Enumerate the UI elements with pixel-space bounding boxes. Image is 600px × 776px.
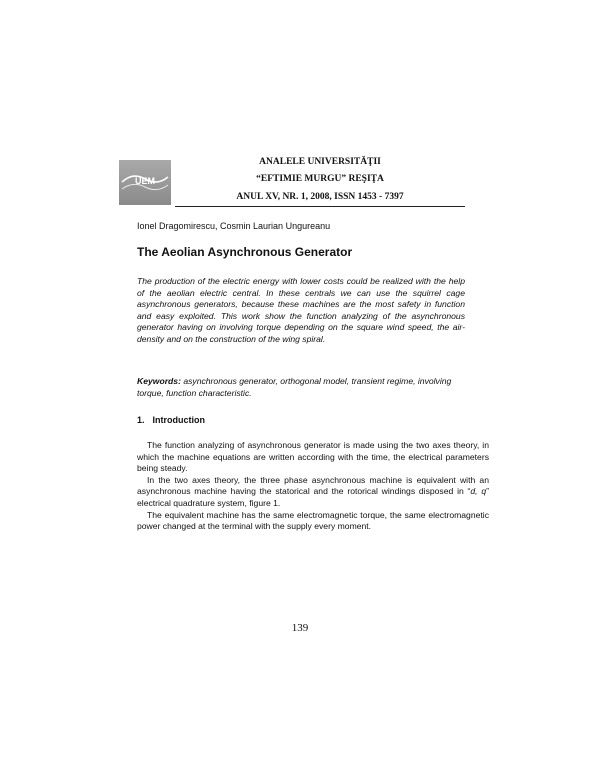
journal-university: “EFTIMIE MURGU” REŞIŢA [256, 174, 384, 184]
keywords-text: asynchronous generator, orthogonal model, transient regime, involving torque, function characteristic. [137, 376, 452, 398]
university-logo-icon [119, 160, 171, 205]
journal-issue: ANUL XV, NR. 1, 2008, ISSN 1453 - 7397 [236, 192, 404, 202]
section-title: Introduction [152, 415, 206, 425]
body-text [137, 440, 489, 533]
header-rule [175, 206, 465, 207]
paragraph: The function analyzing of asynchronous generator is made using the two axes theory, in which the machine equations are written according with the time, the electrical parameters being steady. [137, 440, 489, 474]
keywords-label: Keywords: [137, 376, 181, 386]
section-heading [137, 415, 205, 425]
page-number: 139 [291, 622, 309, 634]
logo-text: UEM [135, 176, 155, 186]
abstract: The production of the electric energy with lower costs could be realized with the help of the aeolian electric central. In these centrals we can use the squirrel cage asynchronous generators, because these machines are the most safety in function and easy exploited. This work show the function analyzing of the asynchronous generator having on involving torque depending on the square wind speed, the air-density and on the construction of the wing spiral. [137, 276, 465, 344]
paragraph: In the two axes theory, the three phase asynchronous machine is equivalent with an asynchronous machine having the statorical and the rotorical windings disposed in “d, q” electrical quadrature system, figure 1. [137, 474, 489, 508]
journal-name: ANALELE UNIVERSITĂŢII [259, 157, 381, 167]
paragraph: The equivalent machine has the same electromagnetic torque, the same electromagnetic power changed at the terminal with the supply every moment. [137, 509, 489, 532]
authors: Ionel Dragomirescu, Cosmin Laurian Ungureanu [137, 221, 331, 231]
section-number: 1. [137, 415, 145, 425]
paper-title: The Aeolian Asynchronous Generator [137, 245, 353, 259]
keywords [137, 376, 465, 399]
